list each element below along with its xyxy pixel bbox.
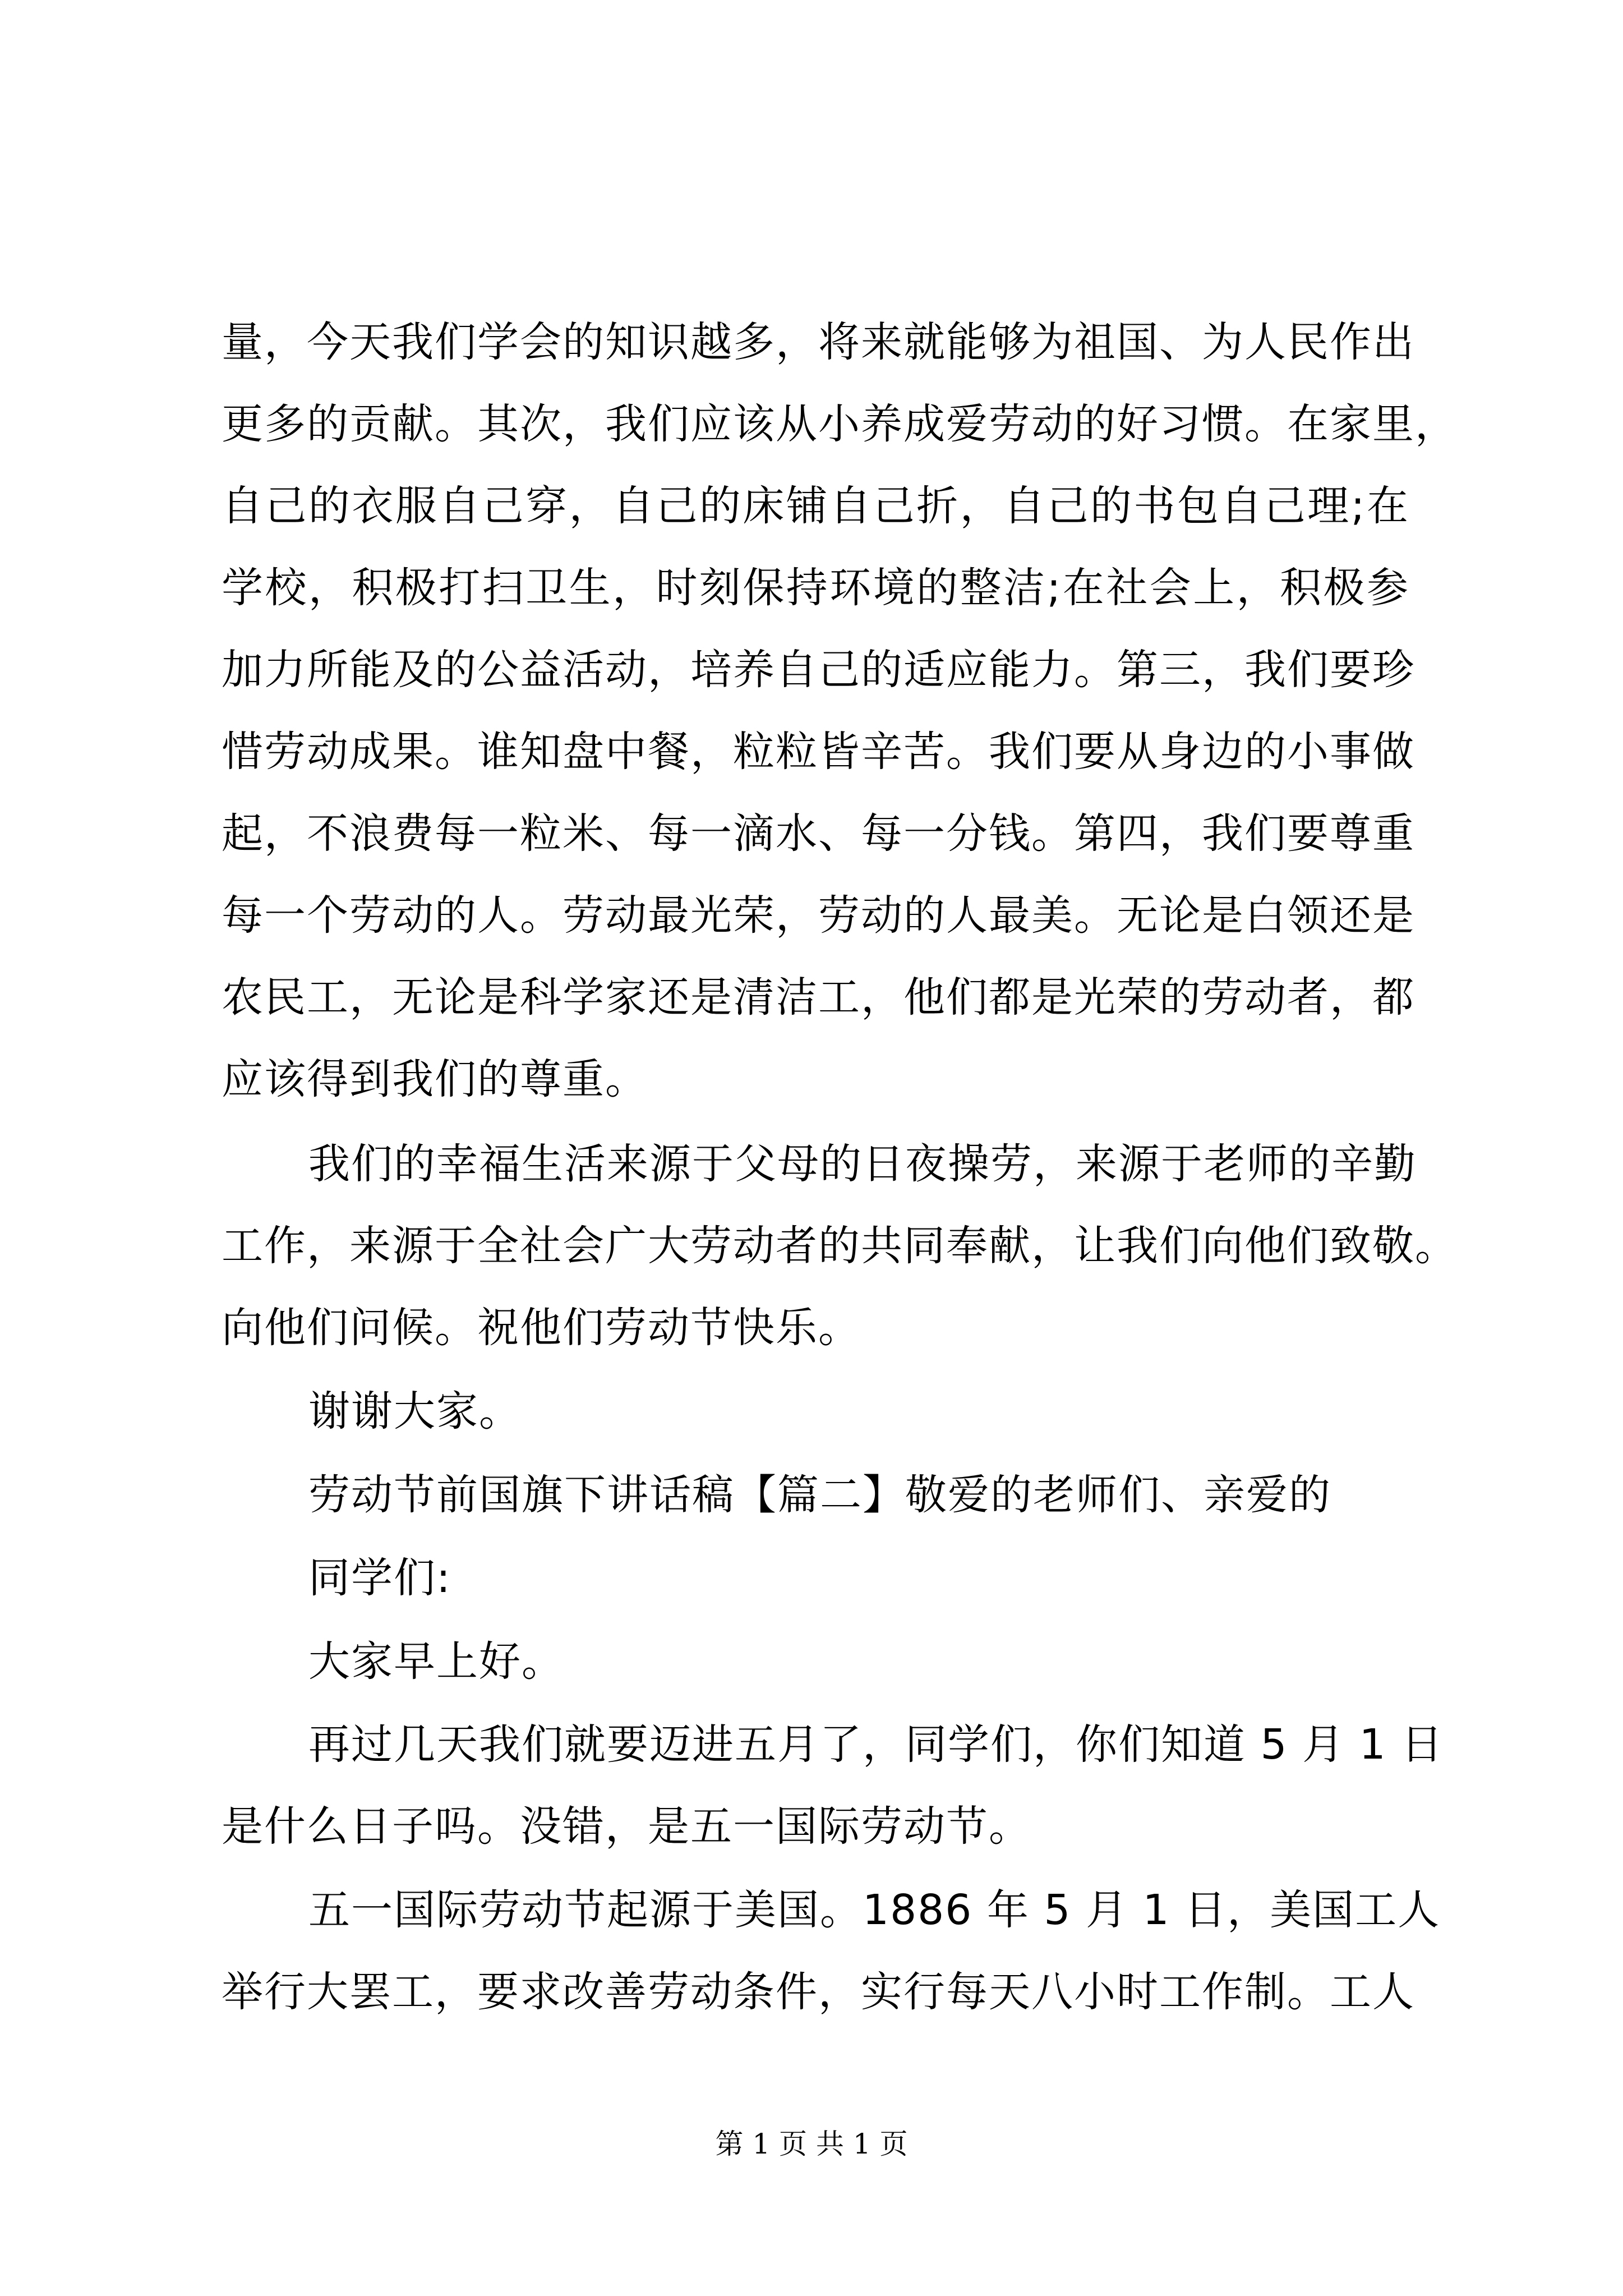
text-line-content: 五一国际劳动节起源于美国。1886 年 5 月 1 日，美国工人: [308, 1886, 1441, 1934]
text-line: [0, 1787, 1623, 1866]
text-line: [0, 1539, 1623, 1617]
text-line: [0, 1705, 1623, 1784]
text-line: [0, 712, 1623, 791]
text-line-content: 加力所能及的公益活动，培养自己的适应能力。第三，我们要珍: [222, 646, 1415, 694]
text-line-content: 惜劳动成果。谁知盘中餐，粒粒皆辛苦。我们要从身边的小事做: [222, 728, 1415, 776]
text-line: [0, 1871, 1623, 1949]
text-line-content: 举行大罢工，要求改善劳动条件，实行每天八小时工作制。工人: [222, 1968, 1415, 2016]
text-line: [0, 1622, 1623, 1701]
text-line-content: 我们的幸福生活来源于父母的日夜操劳，来源于老师的辛勤: [308, 1140, 1417, 1188]
text-line: [0, 1040, 1623, 1119]
text-line: [0, 958, 1623, 1037]
text-line: [0, 385, 1623, 463]
text-line-content: 大家早上好。: [308, 1637, 564, 1686]
text-line-content: 量，今天我们学会的知识越多，将来就能够为祖国、为人民作出: [222, 318, 1415, 366]
text-line: [0, 631, 1623, 709]
section-heading: 劳动节前国旗下讲话稿【篇二】敬爱的老师们、亲爱的: [308, 1471, 1331, 1519]
text-line: [0, 1289, 1623, 1367]
text-line-content: 应该得到我们的尊重。: [222, 1055, 648, 1103]
text-line-content: 工作，来源于全社会广大劳动者的共同奉献，让我们向他们致敬。: [222, 1222, 1458, 1270]
text-line-content: 同学们:: [308, 1554, 451, 1602]
text-line-content: 更多的贡献。其次，我们应该从小养成爱劳动的好习惯。在家里，: [222, 400, 1458, 448]
text-line: [0, 1207, 1623, 1285]
text-line: [0, 467, 1623, 545]
section-heading-line: [0, 1456, 1623, 1534]
text-line-content: 再过几天我们就要迈进五月了，同学们，你们知道 5 月 1 日: [308, 1720, 1444, 1769]
text-line-content: 学校，积极打扫卫生，时刻保持环境的整洁;在社会上，积极参: [222, 564, 1409, 612]
text-line-content: 农民工，无论是科学家还是清洁工，他们都是光荣的劳动者，都: [222, 973, 1415, 1022]
text-line: [0, 876, 1623, 955]
text-line-content: 谢谢大家。: [308, 1387, 522, 1435]
text-line-content: 自己的衣服自己穿，自己的床铺自己折，自己的书包自己理;在: [222, 482, 1409, 530]
text-line: [0, 1953, 1623, 2031]
text-line: [0, 1125, 1623, 1203]
text-line: [0, 1372, 1623, 1451]
text-line: [0, 794, 1623, 873]
text-line-content: 每一个劳动的人。劳动最光荣，劳动的人最美。无论是白领还是: [222, 891, 1415, 940]
text-line-content: 起，不浪费每一粒米、每一滴水、每一分钱。第四，我们要尊重: [222, 809, 1415, 858]
text-line-content: 向他们问候。祝他们劳动节快乐。: [222, 1304, 861, 1352]
text-line: [0, 549, 1623, 627]
text-line-content: 是什么日子吗。没错，是五一国际劳动节。: [222, 1802, 1031, 1851]
text-line: [0, 303, 1623, 381]
page-footer: 第 1 页 共 1 页: [715, 2128, 908, 2160]
